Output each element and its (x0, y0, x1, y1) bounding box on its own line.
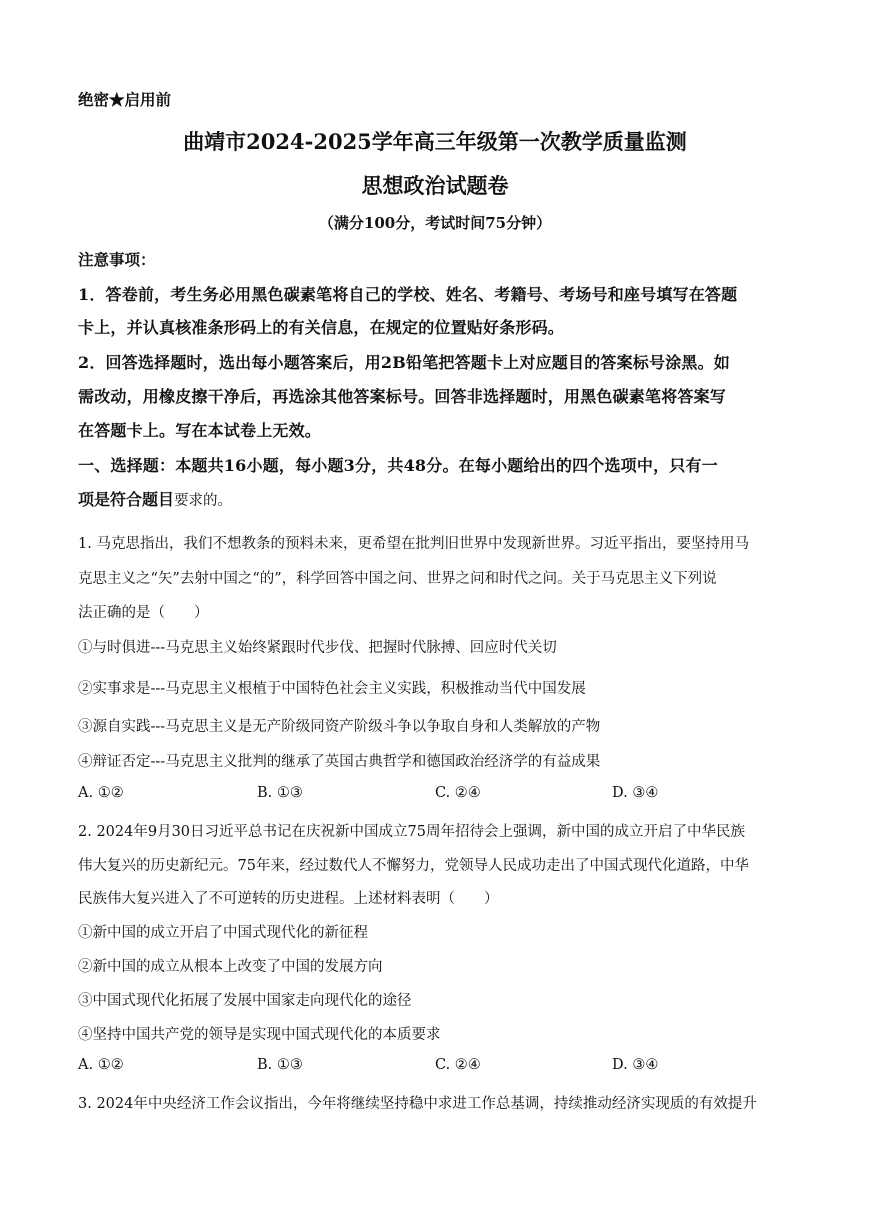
notice-line: 需改动，用橡皮擦干净后，再选涂其他答案标号。回答非选择题时，用黑色碳素笔将答案写 (78, 387, 727, 406)
question-2-statement: ①新中国的成立开启了中国式现代化的新征程 (78, 925, 368, 941)
confidential-label: 绝密★启用前 (78, 90, 172, 109)
exam-subject-title: 思想政治试题卷 (361, 173, 509, 198)
question-1-statement: ③源自实践---马克思主义是无产阶级同资产阶级斗争以争取自身和人类解放的产物 (78, 719, 601, 735)
question-2-stem: 伟大复兴的历史新纪元。75年来，经过数代人不懈努力，党领导人民成功走出了中国式现代化道路，中华 (78, 858, 749, 874)
option-b: B. ①③ (257, 785, 303, 801)
question-2-statement: ④坚持中国共产党的领导是实现中国式现代化的本质要求 (78, 1027, 441, 1043)
option-c: C. ②④ (435, 1057, 481, 1073)
question-1-statement: ②实事求是---马克思主义根植于中国特色社会主义实践，积极推动当代中国发展 (78, 681, 586, 697)
notice-heading: 注意事项： (78, 250, 156, 269)
option-a: A. ①② (78, 1057, 124, 1073)
notice-line: 在答题卡上。写在本试卷上无效。 (78, 421, 322, 440)
question-1-statement: ④辩证否定---马克思主义批判的继承了英国古典哲学和德国政治经济学的有益成果 (78, 754, 601, 770)
question-1-statement: ①与时俱进---马克思主义始终紧跟时代步伐、把握时代脉搏、回应时代关切 (78, 640, 557, 656)
question-2-stem: 民族伟大复兴进入了不可逆转的历史进程。上述材料表明（ ） (78, 891, 499, 907)
question-2-statement: ③中国式现代化拓展了发展中国家走向现代化的途径 (78, 993, 412, 1009)
question-2-statement: ②新中国的成立从根本上改变了中国的发展方向 (78, 959, 383, 975)
question-2-stem: 2. 2024年9月30日习近平总书记在庆祝新中国成立75周年招待会上强调，新中国的成立开启了中华民族 (78, 824, 745, 840)
option-b: B. ①③ (257, 1057, 303, 1073)
section-heading-bold: 项是符合题目 (78, 490, 175, 509)
question-1-stem: 克思主义之“矢”去射中国之“的”，科学回答中国之问、世界之问和时代之问。关于马克思主义下列说 (78, 571, 717, 587)
notice-line: 卡上，并认真核准条形码上的有关信息，在规定的位置贴好条形码。 (78, 318, 565, 337)
option-d: D. ③④ (612, 1057, 659, 1073)
question-3-stem: 3. 2024年中央经济工作会议指出，今年将继续坚持稳中求进工作总基调，持续推动经济实现质的有效提升 (78, 1096, 757, 1112)
option-c: C. ②④ (435, 785, 481, 801)
option-d: D. ③④ (612, 785, 659, 801)
exam-score-time: （满分100分，考试时间75分钟） (318, 214, 552, 232)
question-1-stem: 法正确的是（ ） (78, 605, 209, 621)
section-heading-cont (78, 487, 232, 510)
option-a: A. ①② (78, 785, 124, 801)
exam-title: 曲靖市2024-2025学年高三年级第一次教学质量监测 (183, 129, 687, 154)
section-heading-normal: 要求的。 (174, 493, 233, 509)
section-heading: 一、选择题：本题共16小题，每小题3分，共48分。在每小题给出的四个选项中，只有一 (78, 456, 718, 475)
question-1-stem: 1. 马克思指出，我们不想教条的预料未来，更希望在批判旧世界中发现新世界。习近平指出，要坚持用马 (78, 536, 749, 552)
notice-line: 1．答卷前，考生务必用黑色碳素笔将自己的学校、姓名、考籍号、考场号和座号填写在答题 (78, 285, 738, 304)
notice-line: 2．回答选择题时，选出每小题答案后，用2B铅笔把答题卡上对应题目的答案标号涂黑。如 (78, 353, 730, 372)
